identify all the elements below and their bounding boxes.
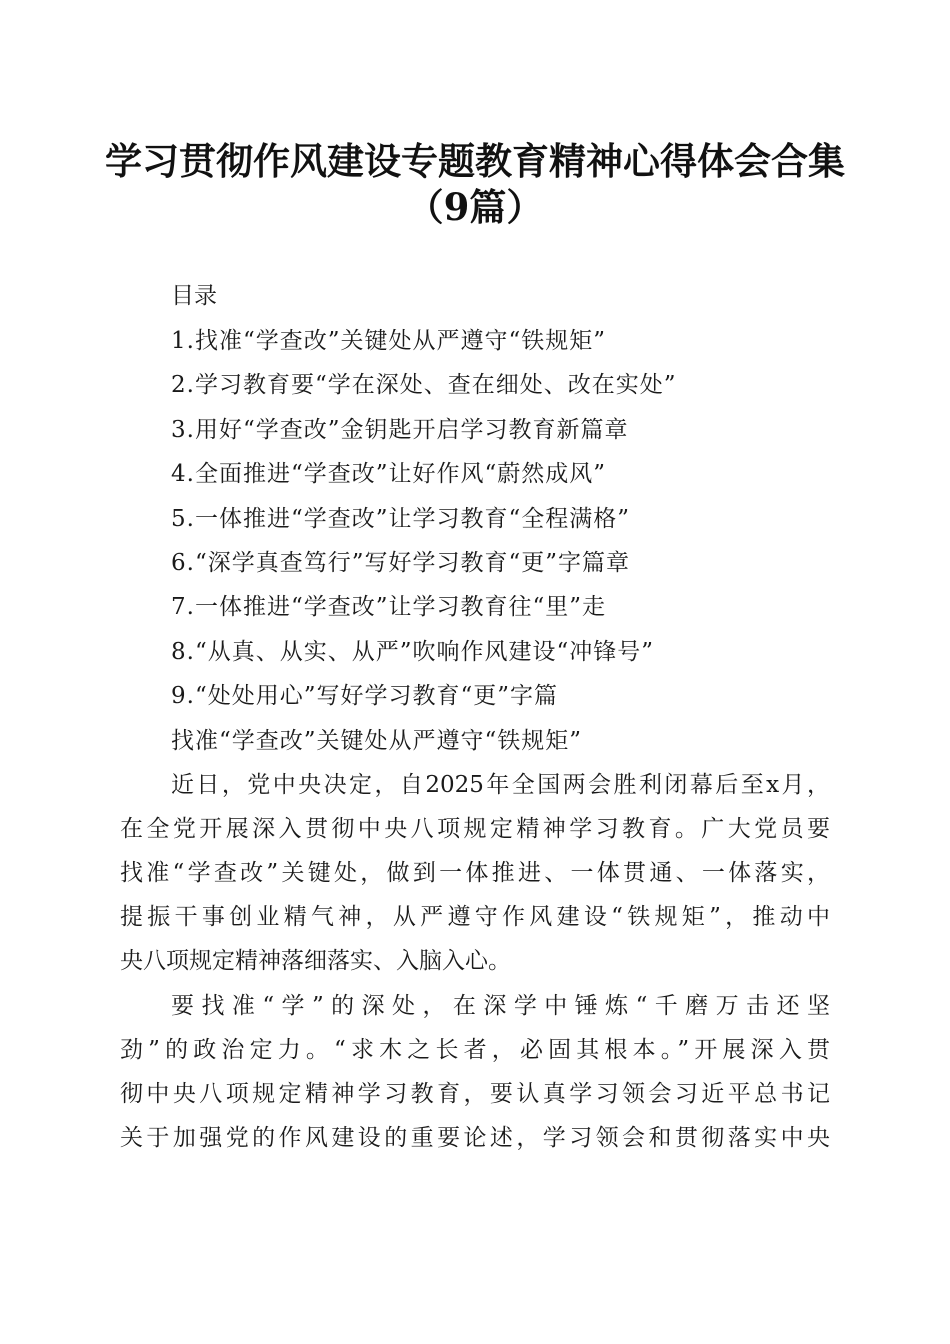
document-title-count: （9篇）: [406, 185, 544, 229]
paragraph-line: 关于加强党的作风建设的重要论述，学习领会和贯彻落实中央: [120, 1125, 830, 1151]
toc-item: 5.一体推进“学查改”让学习教育“全程满格”: [171, 505, 630, 532]
toc-item: 7.一体推进“学查改”让学习教育往“里”走: [171, 594, 606, 621]
table-of-contents: [171, 326, 676, 726]
paragraph-line: 在全党开展深入贯彻中央八项规定精神学习教育。广大党员要: [120, 816, 830, 842]
paragraph-line: 劲”的政治定力。“求木之长者，必固其根本。”开展深入贯: [120, 1037, 830, 1063]
paragraph-line: 要找准“学”的深处，在深学中锤炼“千磨万击还坚: [171, 993, 830, 1019]
toc-item: 9.“处处用心”写好学习教育“更”字篇: [171, 683, 558, 710]
body-paragraph: [120, 763, 830, 983]
toc-item: 1.找准“学查改”关键处从严遵守“铁规矩”: [171, 328, 606, 354]
body-paragraph: [120, 984, 830, 1160]
toc-item: 3.用好“学查改”金钥匙开启学习教育新篇章: [171, 416, 629, 443]
paragraph-line: 近日，党中央决定，自2025年全国两会胜利闭幕后至x月，: [171, 772, 830, 798]
paragraph-line: 彻中央八项规定精神学习教育，要认真学习领会习近平总书记: [120, 1081, 830, 1107]
toc-item: 2.学习教育要“学在深处、查在细处、改在实处”: [171, 372, 677, 399]
paragraph-line: 央八项规定精神落细落实、入脑入心。: [120, 948, 511, 974]
paragraph-line: 找准“学查改”关键处，做到一体推进、一体贯通、一体落实，: [120, 860, 830, 886]
toc-heading: 目录: [171, 283, 217, 309]
toc-item: 6.“深学真查笃行”写好学习教育“更”字篇章: [171, 549, 630, 576]
toc-item: 4.全面推进“学查改”让好作风“蔚然成风”: [171, 461, 606, 488]
document-title: 学习贯彻作风建设专题教育精神心得体会合集: [105, 139, 845, 183]
paragraph-line: 提振干事创业精气神，从严遵守作风建设“铁规矩”，推动中: [120, 904, 830, 930]
toc-item: 8.“从真、从实、从严”吹响作风建设“冲锋号”: [171, 638, 654, 665]
section-title: 找准“学查改”关键处从严遵守“铁规矩”: [171, 728, 583, 754]
